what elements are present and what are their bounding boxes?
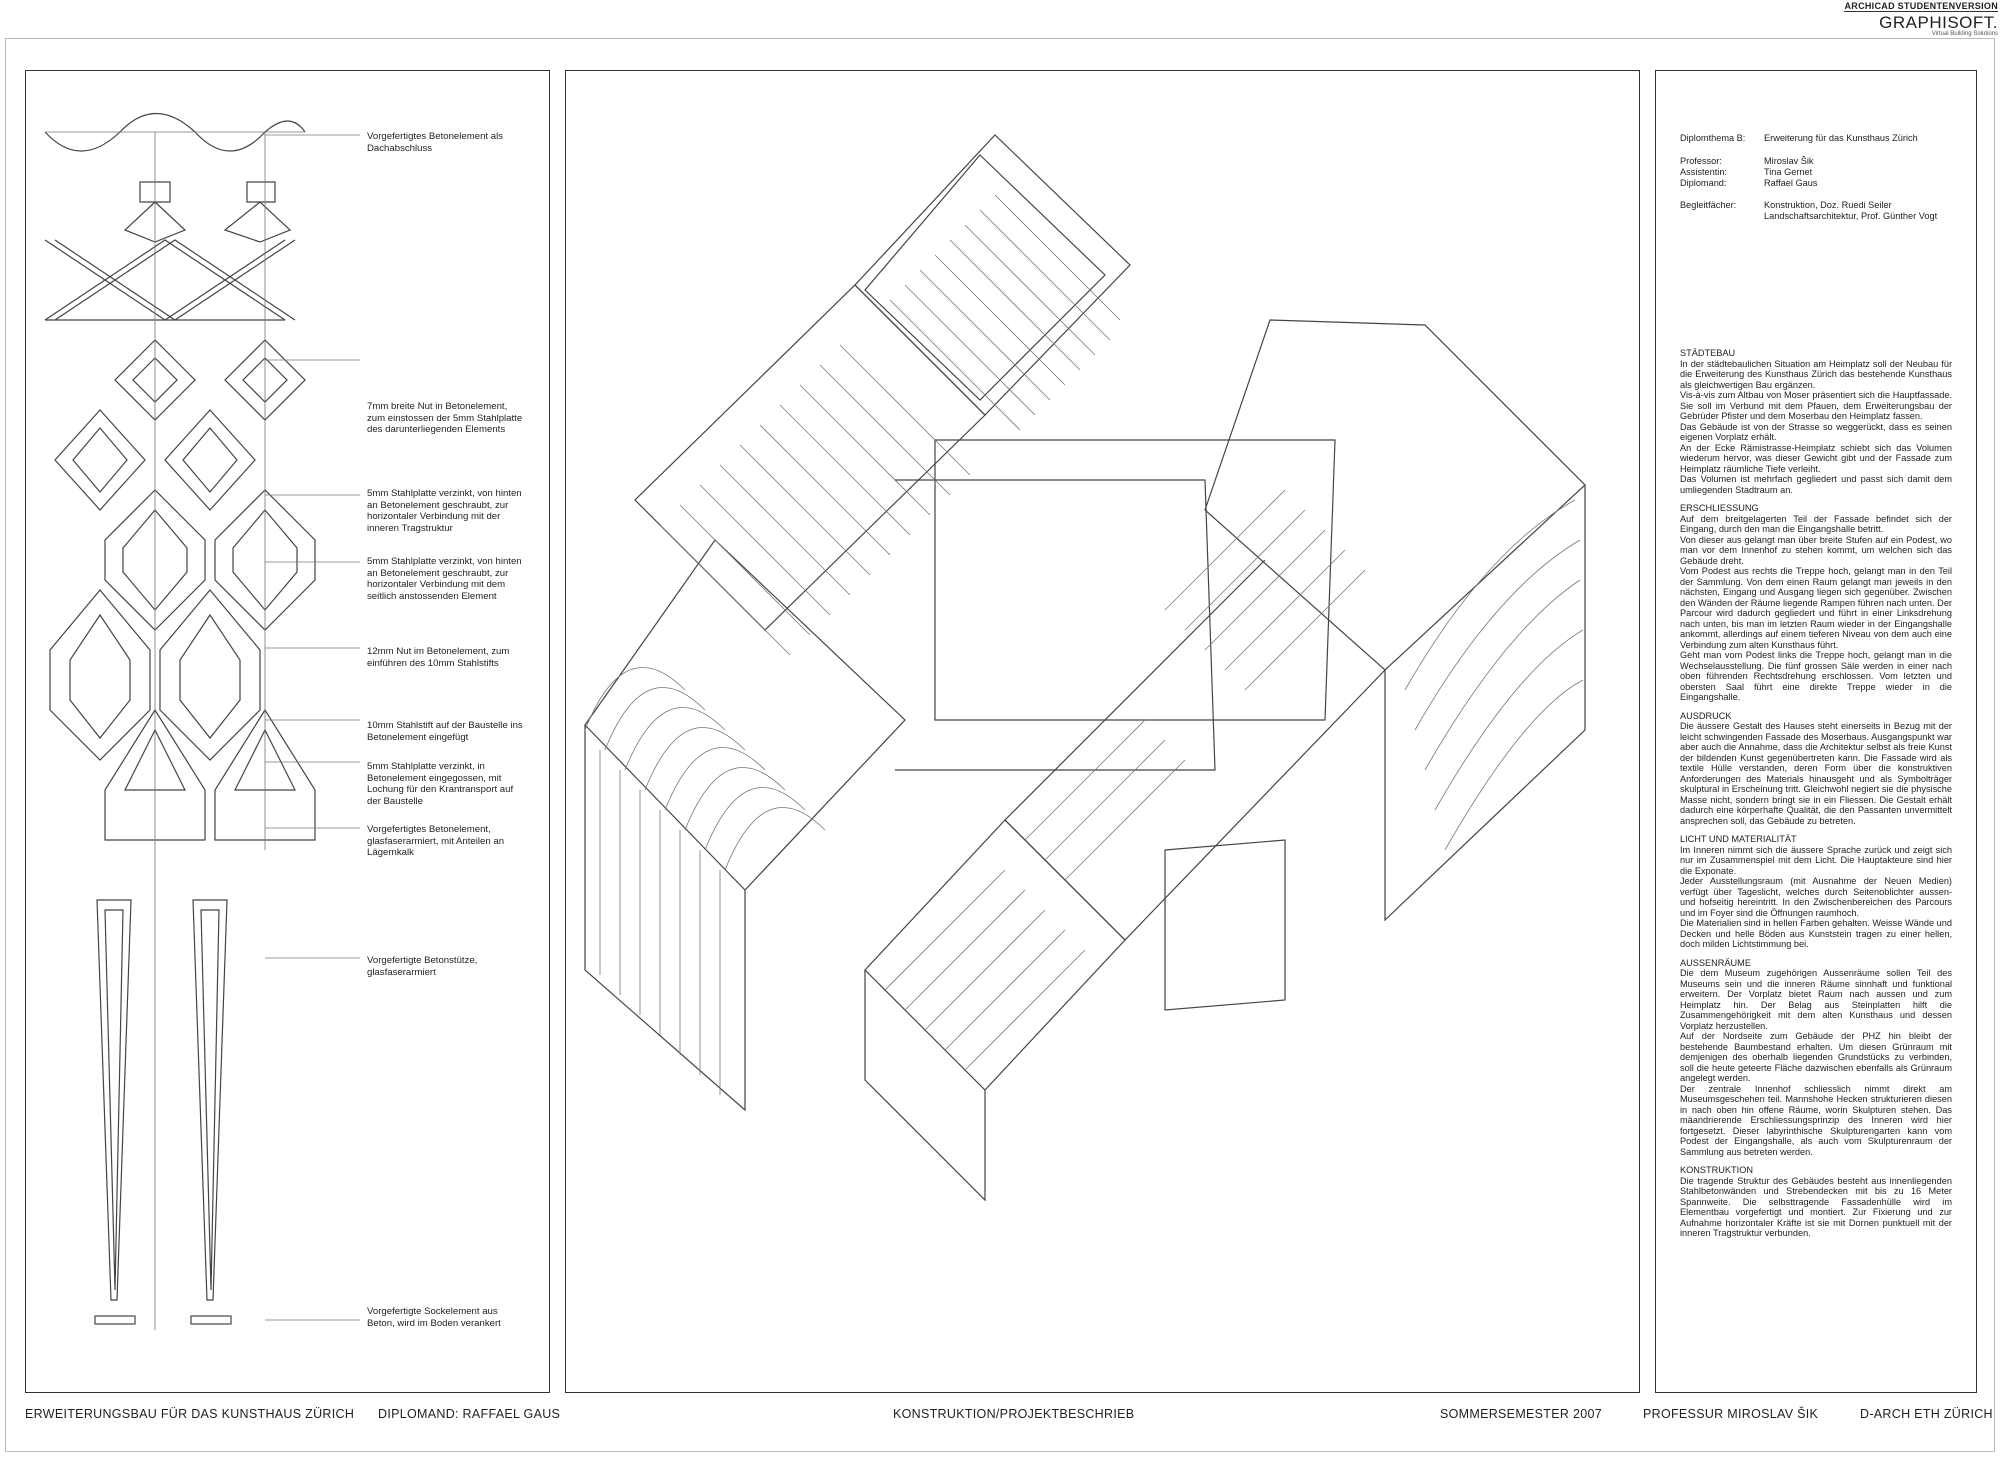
paragraph: Vis-à-vis zum Altbau von Moser präsentiert sich die Hauptfassade. Sie soll im Verbund mit dem Pfauen, dem Erweiterungsbau der Gebrüder Pfister und dem Moserbau den Heimplatz fassen. bbox=[1680, 390, 1952, 421]
paragraph: Das Volumen ist mehrfach gegliedert und passt sich damit dem umliegenden Stadtraum an. bbox=[1680, 474, 1952, 495]
annotation-groove-7mm: 7mm breite Nut in Betonelement, zum einstossen der 5mm Stahlplatte des darunterliegenden Elements bbox=[367, 401, 523, 435]
section-title: AUSDRUCK bbox=[1680, 710, 1732, 721]
footer-department: D-ARCH ETH ZÜRICH bbox=[1860, 1407, 1993, 1421]
info-label: Diplomthema B: bbox=[1680, 133, 1746, 143]
paragraph: Im Inneren nimmt sich die äussere Sprache zurück und zeigt sich nur im Zusammenspiel mit dem Licht. Die Hauptakteure sind hier die Exponate. bbox=[1680, 844, 1952, 876]
footer-student: DIPLOMAND: RAFFAEL GAUS bbox=[378, 1407, 561, 1421]
section-title: STÄDTEBAU bbox=[1680, 348, 1736, 358]
paragraph: Von dieser aus gelangt man über breite Stufen auf ein Podest, wo man vor dem Innenhof zu stehen kommt, um welchen sich das Gebäude dreht. bbox=[1680, 534, 1952, 566]
axonometric-drawing bbox=[565, 70, 1640, 1393]
footer-project: ERWEITERUNGSBAU FÜR DAS KUNSTHAUS ZÜRICH bbox=[25, 1407, 355, 1421]
section-title: KONSTRUKTION bbox=[1680, 1165, 1753, 1175]
logo-student-version: ARCHICAD STUDENTENVERSION bbox=[1844, 1, 1998, 11]
annotation-groove-12mm: 12mm Nut im Betonelement, zum einführen des 10mm Stahlstifts bbox=[367, 646, 510, 669]
info-value: Miroslav Šik bbox=[1764, 156, 1814, 166]
paragraph: An der Ecke Rämistrasse-Heimplatz schiebt sich das Volumen wiederum hervor, was dieser Gewicht gibt und der Fassade zum Heimplatz räumliche Tiefe verleiht. bbox=[1680, 442, 1952, 474]
info-label: Begleitfächer: bbox=[1680, 200, 1737, 210]
annotation-cast-steel-plate: 5mm Stahlplatte verzinkt, in Betonelement eingegossen, mit Lochung für den Krantransport auf der Baustelle bbox=[367, 761, 514, 807]
logo-graphisoft: GRAPHISOFT. bbox=[1879, 13, 1998, 32]
paragraph: Auf dem breitgelagerten Teil der Fassade befindet sich der Eingang, durch den man die Eingangshalle betritt. bbox=[1680, 513, 1952, 534]
paragraph: In der städtebaulichen Situation am Heimplatz soll der Neubau für die Erweiterung des Kunsthaus Zürich das bestehende Kunsthaus als gleichwertigen Bau ergänzen. bbox=[1680, 358, 1952, 390]
project-description bbox=[1680, 348, 1952, 1239]
paragraph: Jeder Ausstellungsraum (mit Ausnahme der Neuen Medien) verfügt über Tageslicht, welches durch Seitenoblichter aussen- und hofseitig hereintritt. In den Zwischenbereichen des Parcours und im Foyer sind die Öffnungen raumhoch. bbox=[1680, 876, 1952, 918]
annotation-concrete-column: Vorgefertigte Betonstütze, glasfaserarmiert bbox=[367, 955, 478, 978]
info-value: Konstruktion, Doz. Ruedi Seiler bbox=[1764, 200, 1892, 210]
annotation-concrete-element: Vorgefertigtes Betonelement, glasfaserarmiert, mit Anteilen an Lägernkalk bbox=[367, 824, 505, 858]
section-title: ERSCHLIESSUNG bbox=[1680, 503, 1759, 513]
paragraph: Der zentrale Innenhof schliesslich nimmt direkt am Museumsgeschehen teil. Mannshohe Hecken strukturieren diesen in nach oben hin offene Räume, worin Skulpturen stehen. Das mäandrierende Erschliessungsprinzip des Inneren wird hier fortgesetzt. Dieser labyrinthische Skulpturengarten kann vom Podest der Eingangshalle, als auch vom Skulpturenraum der Sammlung aus betreten werden. bbox=[1680, 1083, 1952, 1157]
annotation-roof-element: Vorgefertigtes Betonelement als Dachabschluss bbox=[367, 131, 503, 154]
annotation-steel-plate-inner: 5mm Stahlplatte verzinkt, von hinten an Betonelement geschraubt, zur horizontaler Verbindung mit der inneren Tragstruktur bbox=[367, 488, 522, 534]
annotation-steel-pin: 10mm Stahlstift auf der Baustelle ins Betonelement eingefügt bbox=[367, 720, 523, 743]
annotation-steel-plate-lateral: 5mm Stahlplatte verzinkt, von hinten an Betonelement geschraubt, zur horizontaler Verbindung mit dem seitlich anstossenden Element bbox=[367, 556, 522, 602]
section-title: LICHT UND MATERIALITÄT bbox=[1680, 834, 1797, 844]
annotation-base-element: Vorgefertigte Sockelement aus Beton, wird im Boden verankert bbox=[367, 1306, 501, 1329]
logo-tagline: Virtual Building Solutions bbox=[1931, 31, 1998, 37]
section-title: AUSSENRÄUME bbox=[1680, 957, 1751, 968]
info-label: Diplomand: bbox=[1680, 178, 1727, 188]
info-value: Landschaftsarchitektur, Prof. Günther Vogt bbox=[1764, 211, 1938, 221]
paragraph: Das Gebäude ist von der Strasse so weggerückt, dass es seinen eigenen Vorplatz erhält. bbox=[1680, 421, 1952, 442]
footer-semester: SOMMERSEMESTER 2007 bbox=[1440, 1407, 1602, 1421]
footer-sheet: KONSTRUKTION/PROJEKTBESCHRIEB bbox=[893, 1407, 1135, 1421]
paragraph: Die dem Museum zugehörigen Aussenräume sollen Teil des Museums sein und die inneren Räume sinnhaft und funktional erweitern. Der Vorplatz bietet Raum nach aussen und zum Heimplatz hin. Der Belag aus Steinplatten hilft die Zusammengehörigkeit mit dem alten Kunsthaus und dessen Vorplatz herzustellen. bbox=[1680, 968, 1952, 1031]
paragraph: Vom Podest aus rechts die Treppe hoch, gelangt man in den Teil der Sammlung. Von dem einen Raum gelangt man jeweils in den nächsten, Eingang und Ausgang liegen sich gegenüber. Zwischen den Wänden der Räume liegende Rampen führen nach unten. Der Parcour wird dadurch gegliedert und führt in einer Linksdrehung nach unten, bis man im letzten Raum wieder in der Eingangshalle ankommt, allerdings auf einem tieferen Niveau von dem auch eine Verbindung zum alten Kunsthaus führt. bbox=[1680, 566, 1952, 650]
graphisoft-logo bbox=[1844, 2, 1998, 37]
paragraph: Die äussere Gestalt des Hauses steht einerseits in Bezug mit der leicht schwingenden Fassade des Moserbaus. Ausgangspunkt war aber auch die Annahme, dass die Architektur selbst als freie Kunst der bildenden Kunst gegenübertreten kann. Die Fassade wird als textile Hülle verstanden, deren Form über die konstruktiven Anforderungen des Materials hinausgeht und als Symbolträger skulptural in Erscheinung tritt. Gleichwohl negiert sie die physische Masse nicht, sondern bringt sie in ein Fliessen. Die Gestalt erhält dadurch eine körperhafte Qualität, die den Passanten unvermittelt ansprechen soll, das Gebäude zu betreten. bbox=[1680, 721, 1952, 826]
info-value: Tina Gernet bbox=[1764, 167, 1813, 177]
paragraph: Die Materialien sind in hellen Farben gehalten. Weisse Wände und Decken und helle Böden aus Kunststein tragen zu einer hellen, doch milden Lichtstimmung bei. bbox=[1680, 918, 1952, 949]
footer-professor: PROFESSUR MIROSLAV ŠIK bbox=[1643, 1407, 1819, 1421]
paragraph: Auf der Nordseite zum Gebäude der PHZ hin bleibt der bestehende Baumbestand erhalten. Um diesen Grünraum mit demjenigen des oberhalb liegenden Grundstücks zu verbinden, soll die heute geteerte Fläche dazwischen ebenfalls als Grünraum angelegt werden. bbox=[1680, 1031, 1952, 1083]
facade-element-drawing bbox=[25, 70, 365, 1393]
paragraph: Geht man vom Podest links die Treppe hoch, gelangt man in die Wechselausstellung. Die fünf grossen Säle werden in einer nach oben führenden Rechtsdrehung erschlossen. Vom letzten und obersten Saal führt eine direkte Treppe wieder in die Eingangshalle. bbox=[1680, 650, 1952, 702]
info-label: Assistentin: bbox=[1680, 167, 1727, 177]
info-value: Raffael Gaus bbox=[1764, 178, 1818, 188]
info-value: Erweiterung für das Kunsthaus Zürich bbox=[1764, 133, 1918, 143]
info-label: Professor: bbox=[1680, 156, 1722, 166]
paragraph: Die tragende Struktur des Gebäudes besteht aus innenliegenden Stahlbetonwänden und Strebendecken mit bis zu 16 Meter Spannweite. Die selbsttragende Fassadenhülle wird im Elementbau vorgefertigt und montiert. Zur Fixierung und zur Aufnahme horizontaler Kräfte ist sie mit Dornen punktuell mit der inneren Tragstruktur verbunden. bbox=[1680, 1175, 1952, 1238]
